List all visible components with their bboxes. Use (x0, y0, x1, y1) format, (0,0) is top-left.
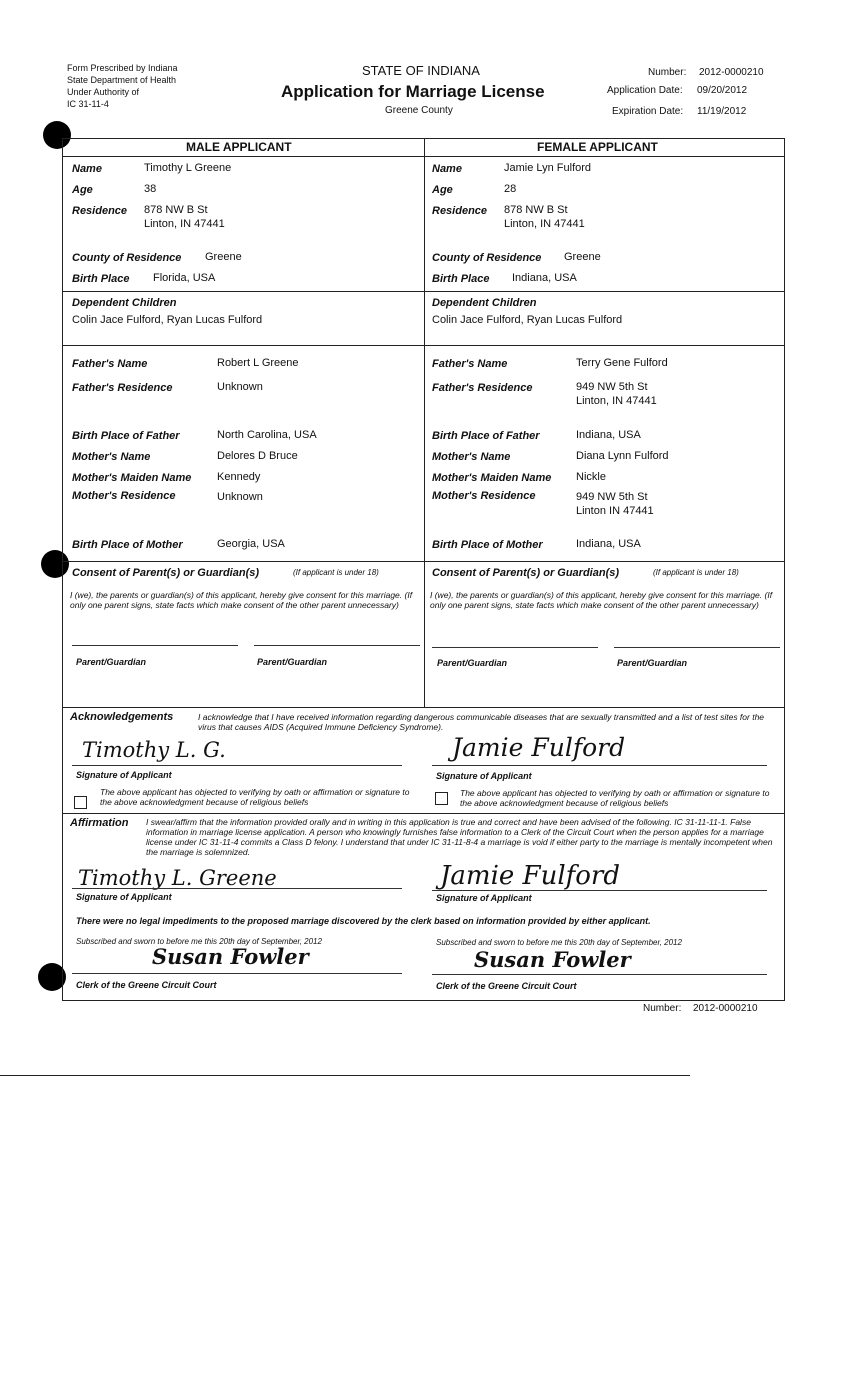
no-impediments-statement: There were no legal impediments to the proposed marriage discovered by the clerk based on information provided by either applicant. (76, 916, 651, 926)
clerk-label-left: Clerk of the Greene Circuit Court (76, 980, 217, 990)
affirm-text: I swear/affirm that the information provided orally and in writing in this application is true and correct and have been advised of the following. IC 31-11-11-1. False information in marriage license application. A person who knowingly furnishes false information to a Clerk of the Circuit Court when the person applies for a marriage license under IC 31-11-4 commits a Class D felony. I understand that under IC 31-11-8-4 a marriage is void if either party to the marriage is mentally incompetent when the marriage is solemnized. (146, 817, 773, 857)
male-residence-line-1: 878 NW B St (144, 204, 208, 216)
female-dependent-label: Dependent Children (432, 297, 537, 309)
female-mothers-res-label: Mother's Residence (432, 490, 536, 502)
female-birthplace-value: Indiana, USA (512, 272, 577, 284)
male-affirm-signature: Timothy L. Greene (78, 866, 277, 890)
male-ack-sig-line (72, 765, 402, 766)
male-mothers-res-line-1: Unknown (217, 491, 263, 503)
male-bp-father-label: Birth Place of Father (72, 430, 180, 442)
female-consent-note: (If applicant is under 18) (653, 568, 739, 577)
page-title: Application for Marriage License (281, 82, 545, 101)
prescribed-line-4: IC 31-11-4 (67, 99, 109, 109)
female-bp-mother-value: Indiana, USA (576, 538, 641, 550)
male-birthplace-label: Birth Place (72, 273, 130, 285)
female-birthplace-label: Birth Place (432, 273, 490, 285)
female-parent-label-2: Parent/Guardian (617, 658, 688, 668)
state-name: STATE OF INDIANA (362, 63, 480, 78)
male-fathers-name-label: Father's Name (72, 358, 148, 370)
female-religious-text: The above applicant has objected to verifying by oath or affirmation or signature to the above acknowledgment because of religious beliefs (460, 788, 770, 808)
page-bottom-rule (0, 1075, 690, 1076)
male-county-value: Greene (205, 251, 242, 263)
subscribed-left: Subscribed and sworn to before me this 20th day of September, 2012 (76, 937, 322, 946)
ack-text: I acknowledge that I have received information regarding dangerous communicable diseases that are sexually transmitted and a list of test sites for the virus that causes AIDS (Acquired Immune Deficiency Syndrome). (198, 712, 765, 732)
female-name-label: Name (432, 163, 462, 175)
female-ack-signature: Jamie Fulford (452, 733, 626, 762)
male-bp-father-value: North Carolina, USA (217, 429, 317, 441)
county-name: Greene County (385, 105, 453, 116)
prescribed-line-1: Form Prescribed by Indiana (67, 63, 178, 73)
female-fathers-res-line-2: Linton, IN 47441 (576, 395, 657, 407)
male-affirm-sig-line (72, 888, 402, 889)
number-value: 2012-0000210 (699, 67, 764, 78)
female-consent-title: Consent of Parent(s) or Guardian(s) (432, 567, 620, 579)
female-residence-line-2: Linton, IN 47441 (504, 218, 585, 230)
male-fathers-res-line-1: Unknown (217, 381, 263, 393)
clerk-sig-line-left (72, 973, 402, 974)
footer-number-label: Number: (643, 1003, 682, 1014)
female-ack-sig-line (432, 765, 767, 766)
female-mothers-maiden-label: Mother's Maiden Name (432, 472, 552, 484)
female-residence-line-1: 878 NW B St (504, 204, 568, 216)
female-mothers-maiden-value: Nickle (576, 471, 606, 483)
prescribed-line-2: State Department of Health (67, 75, 177, 85)
male-name-value: Timothy L Greene (144, 162, 232, 174)
male-birthplace-value: Florida, USA (153, 272, 216, 284)
expiration-date-value: 11/19/2012 (697, 106, 747, 117)
column-divider (424, 138, 425, 707)
male-parent-line-1 (72, 645, 238, 646)
male-mothers-maiden-value: Kennedy (217, 471, 261, 483)
female-fathers-name-label: Father's Name (432, 358, 508, 370)
female-age-value: 28 (504, 183, 517, 195)
application-date-label: Application Date: (607, 85, 683, 96)
clerk-label-right: Clerk of the Greene Circuit Court (436, 981, 577, 991)
female-mothers-name-value: Diana Lynn Fulford (576, 450, 669, 462)
male-consent-title: Consent of Parent(s) or Guardian(s) (72, 567, 260, 579)
female-affirm-signature: Jamie Fulford (440, 861, 620, 891)
male-applicant-heading: MALE APPLICANT (186, 140, 292, 154)
male-ack-signature: Timothy L. G. (82, 738, 226, 762)
number-label: Number: (648, 67, 687, 78)
male-consent-note: (If applicant is under 18) (293, 568, 379, 577)
female-religious-checkbox[interactable] (435, 792, 448, 805)
female-dependent-value: Colin Jace Fulford, Ryan Lucas Fulford (432, 314, 623, 326)
female-parent-line-1 (432, 647, 598, 648)
female-parent-line-2 (614, 647, 780, 648)
female-bp-mother-label: Birth Place of Mother (432, 539, 543, 551)
male-ack-sig-label: Signature of Applicant (76, 770, 172, 780)
rule-after-children (62, 345, 784, 346)
male-residence-line-2: Linton, IN 47441 (144, 218, 225, 230)
male-dependent-label: Dependent Children (72, 297, 177, 309)
male-affirm-sig-label: Signature of Applicant (76, 892, 172, 902)
female-affirm-sig-label: Signature of Applicant (436, 893, 532, 903)
male-parent-label-2: Parent/Guardian (257, 657, 328, 667)
expiration-date-label: Expiration Date: (612, 106, 684, 117)
male-mothers-res-label: Mother's Residence (72, 490, 176, 502)
clerk-signature-left: Susan Fowler (152, 944, 309, 969)
male-religious-text: The above applicant has objected to verifying by oath or affirmation or signature to the above acknowledgment because of religious beliefs (100, 787, 410, 807)
male-parent-line-2 (254, 645, 420, 646)
clerk-signature-right: Susan Fowler (474, 947, 631, 972)
application-date-value: 09/20/2012 (697, 85, 748, 96)
heading-rule (62, 156, 784, 157)
affirm-title: Affirmation (70, 817, 129, 829)
female-age-label: Age (432, 184, 453, 196)
male-bp-mother-value: Georgia, USA (217, 538, 285, 550)
rule-before-affirm (62, 813, 784, 814)
female-mothers-name-label: Mother's Name (432, 451, 511, 463)
male-religious-checkbox[interactable] (74, 796, 87, 809)
male-bp-mother-label: Birth Place of Mother (72, 539, 183, 551)
female-applicant-heading: FEMALE APPLICANT (537, 140, 658, 154)
male-residence-label: Residence (72, 205, 128, 217)
subscribed-right: Subscribed and sworn to before me this 20th day of September, 2012 (436, 938, 682, 947)
rule-after-birthplace (62, 291, 784, 292)
female-county-label: County of Residence (432, 252, 542, 264)
male-mothers-maiden-label: Mother's Maiden Name (72, 472, 192, 484)
male-consent-text: I (we), the parents or guardian(s) of this applicant, hereby give consent for this marriage. (If only one parent signs, state facts which make consent of the other parent unnecessary) (70, 590, 413, 610)
female-fathers-name-value: Terry Gene Fulford (576, 357, 668, 369)
rule-before-consent (62, 561, 784, 562)
female-mothers-res-line-2: Linton IN 47441 (576, 505, 654, 517)
female-affirm-sig-line (432, 890, 767, 891)
male-fathers-res-label: Father's Residence (72, 382, 173, 394)
rule-before-ack (62, 707, 784, 708)
female-ack-sig-label: Signature of Applicant (436, 771, 532, 781)
male-fathers-name-value: Robert L Greene (217, 357, 299, 369)
female-fathers-res-line-1: 949 NW 5th St (576, 381, 648, 393)
female-parent-label-1: Parent/Guardian (437, 658, 508, 668)
prescribed-line-3: Under Authority of (67, 87, 140, 97)
female-bp-father-label: Birth Place of Father (432, 430, 540, 442)
male-age-label: Age (72, 184, 93, 196)
male-county-label: County of Residence (72, 252, 182, 264)
clerk-sig-line-right (432, 974, 767, 975)
male-parent-label-1: Parent/Guardian (76, 657, 147, 667)
female-name-value: Jamie Lyn Fulford (504, 162, 592, 174)
male-mothers-name-label: Mother's Name (72, 451, 151, 463)
female-consent-text: I (we), the parents or guardian(s) of this applicant, hereby give consent for this marriage. (If only one parent signs, state facts which make consent of the other parent unnecessary) (430, 590, 773, 610)
female-bp-father-value: Indiana, USA (576, 429, 641, 441)
female-fathers-res-label: Father's Residence (432, 382, 533, 394)
female-residence-label: Residence (432, 205, 488, 217)
footer-number-value: 2012-0000210 (693, 1003, 758, 1014)
female-mothers-res-line-1: 949 NW 5th St (576, 491, 648, 503)
male-mothers-name-value: Delores D Bruce (217, 450, 298, 462)
male-age-value: 38 (144, 183, 157, 195)
ack-title: Acknowledgements (70, 711, 174, 723)
male-name-label: Name (72, 163, 102, 175)
female-county-value: Greene (564, 251, 601, 263)
male-dependent-value: Colin Jace Fulford, Ryan Lucas Fulford (72, 314, 263, 326)
